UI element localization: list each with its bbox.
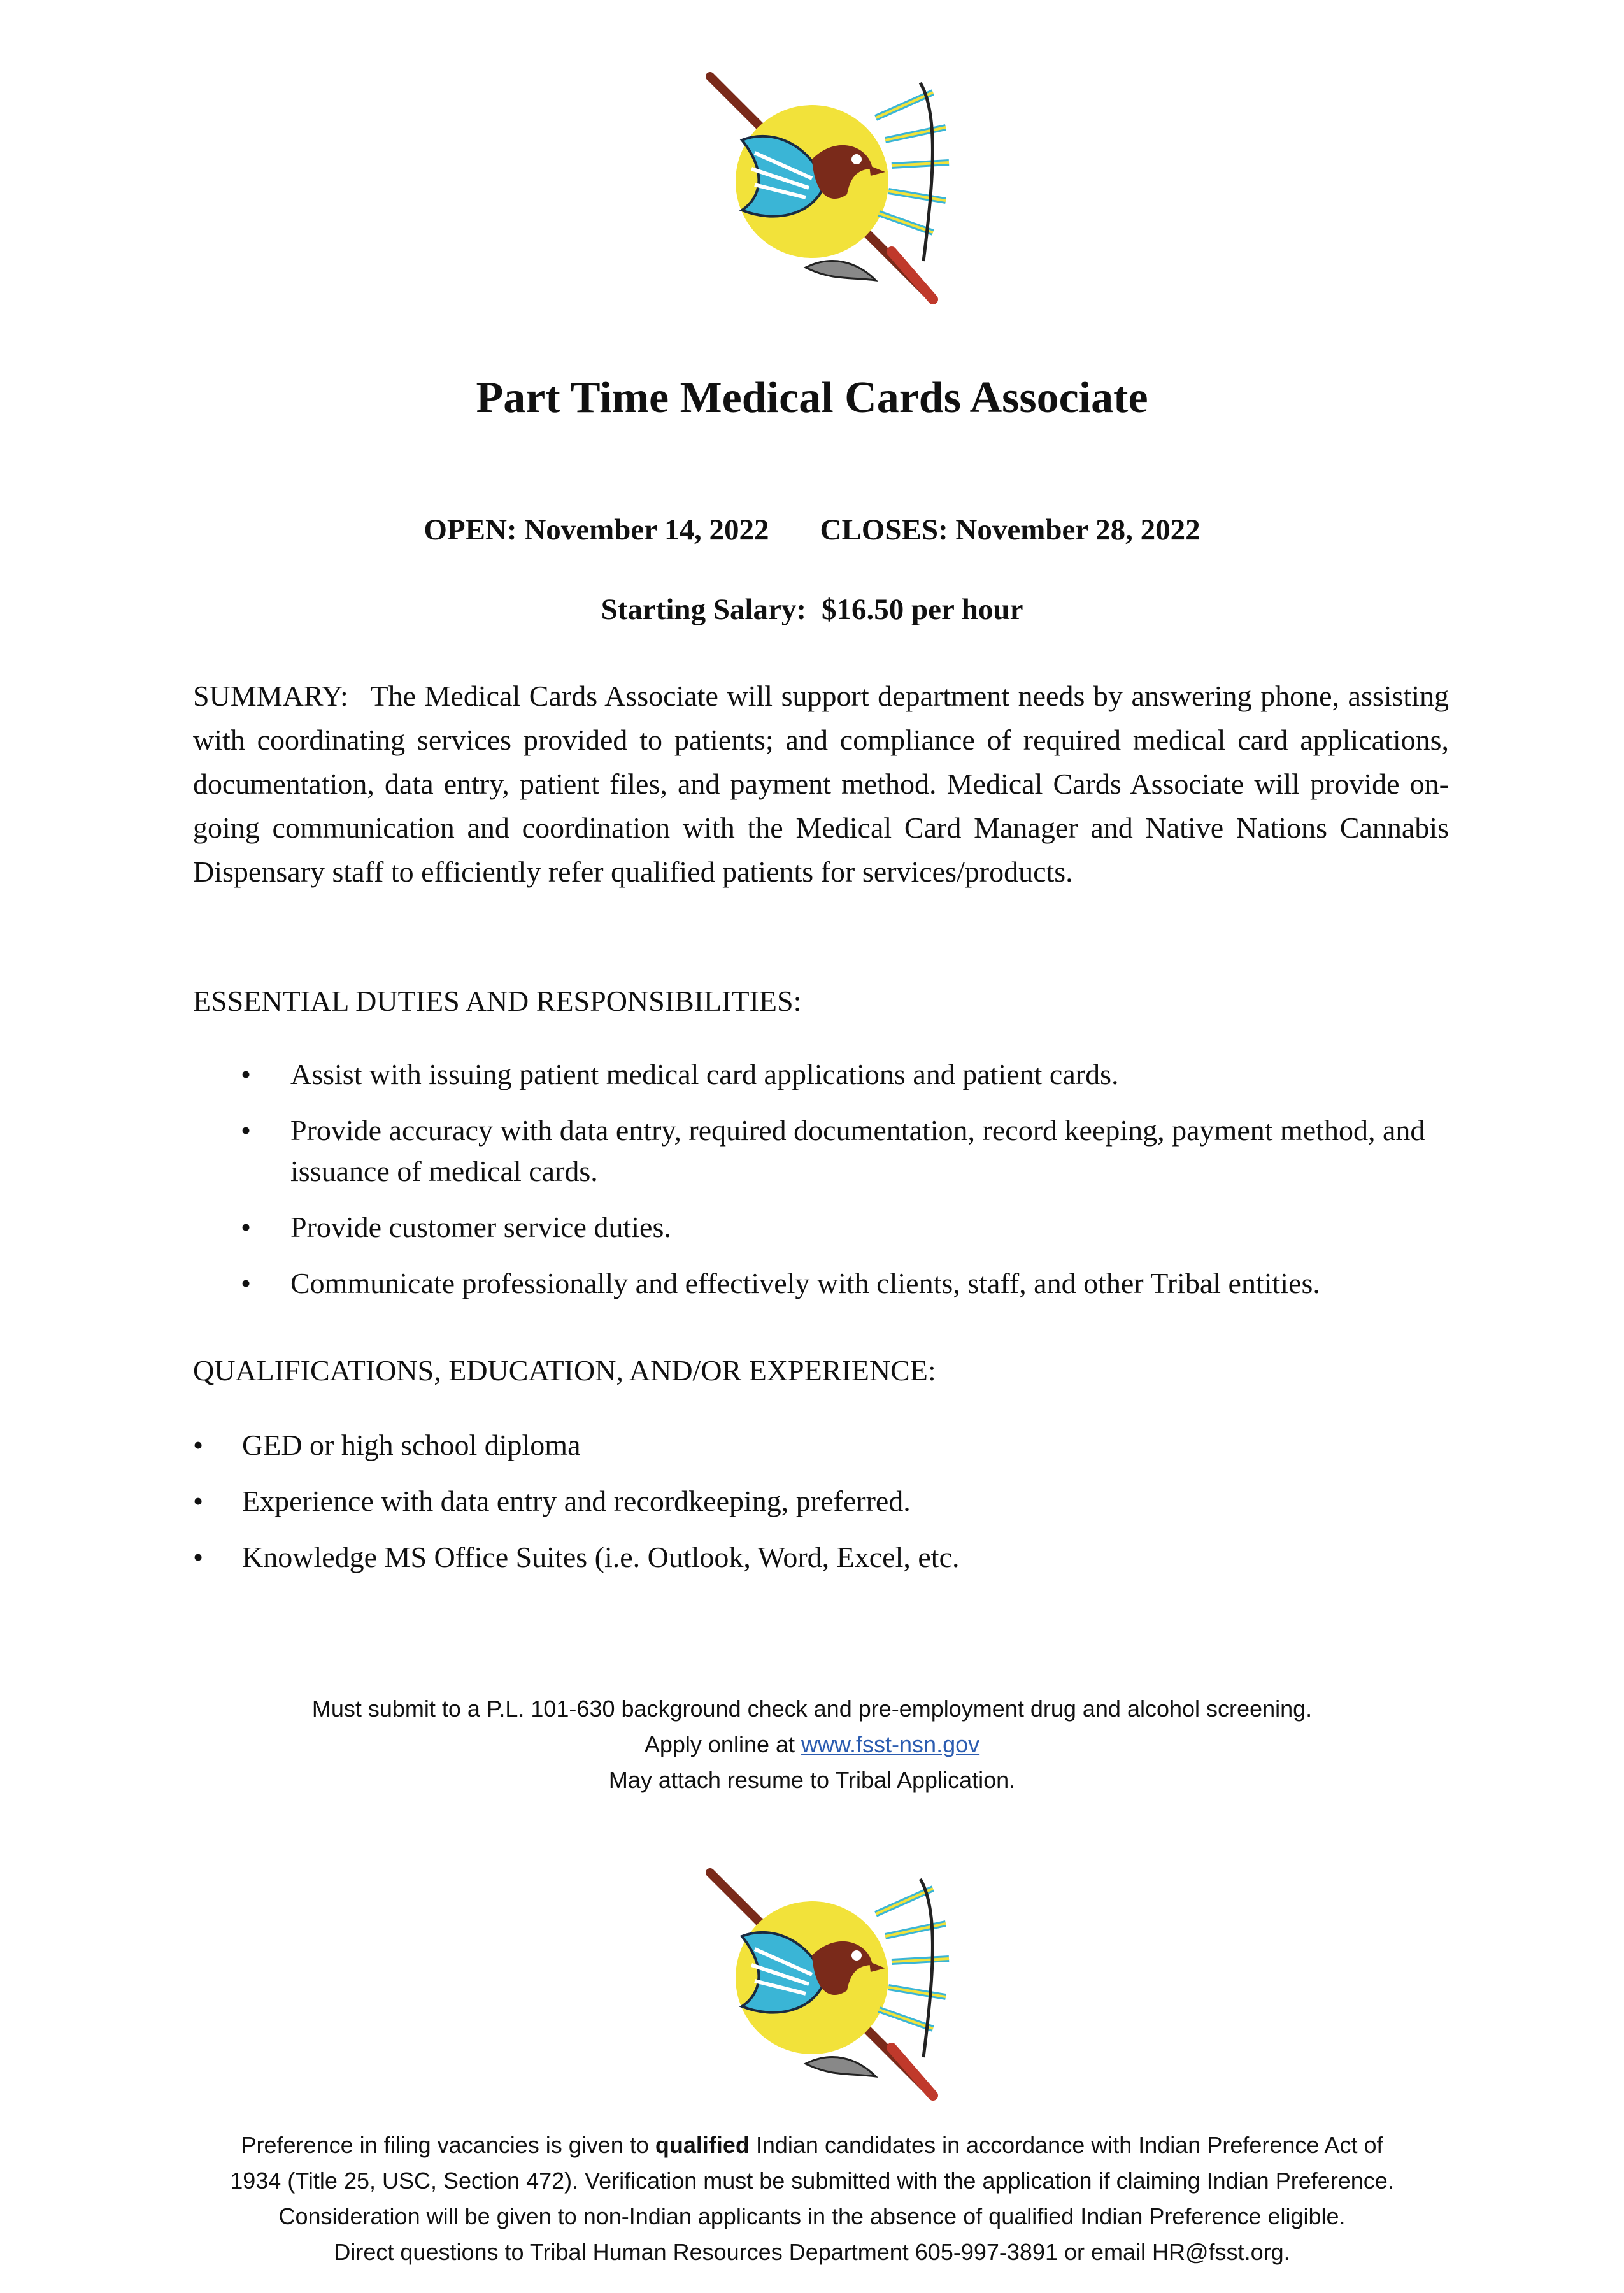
posting-dates bbox=[0, 513, 1624, 547]
bullet-icon: • bbox=[241, 1058, 252, 1090]
tribal-seal-logo-bottom bbox=[666, 1854, 958, 2108]
resume-note: May attach resume to Tribal Application. bbox=[608, 1767, 1016, 1793]
list-item: • Communicate professionally and effectively with clients, staff, and other Tribal entities. bbox=[241, 1263, 1451, 1304]
duties-list bbox=[241, 1054, 1451, 1319]
indian-preference-footer bbox=[0, 2127, 1624, 2270]
bullet-icon: • bbox=[241, 1267, 252, 1299]
tribal-seal-icon bbox=[666, 57, 958, 312]
close-date: CLOSES: November 28, 2022 bbox=[820, 513, 1200, 546]
summary-paragraph bbox=[193, 674, 1449, 894]
tribal-seal-logo-top bbox=[666, 57, 958, 312]
list-item: • Assist with issuing patient medical card applications and patient cards. bbox=[241, 1054, 1451, 1095]
open-date: OPEN: November 14, 2022 bbox=[424, 513, 769, 546]
salary-label: Starting Salary: bbox=[601, 593, 807, 626]
footer-line: Direct questions to Tribal Human Resources Department 605-997-3891 or email HR@fsst.org. bbox=[334, 2239, 1290, 2265]
summary-label: SUMMARY: bbox=[193, 680, 348, 712]
salary-value: $16.50 per hour bbox=[822, 593, 1023, 626]
list-item: • GED or high school diploma bbox=[193, 1425, 1403, 1466]
footer-line: 1934 (Title 25, USC, Section 472). Verification must be submitted with the application if claiming Indian Preference. bbox=[230, 2168, 1394, 2194]
tribal-seal-icon bbox=[666, 1854, 958, 2108]
page-title: Part Time Medical Cards Associate bbox=[476, 373, 1148, 422]
bullet-icon: • bbox=[193, 1429, 204, 1461]
application-notes bbox=[0, 1691, 1624, 1798]
bullet-icon: • bbox=[241, 1211, 252, 1243]
bullet-icon: • bbox=[241, 1114, 252, 1146]
list-item: • Provide accuracy with data entry, required documentation, record keeping, payment method, and issuance of medical cards. bbox=[241, 1110, 1451, 1192]
background-check-note: Must submit to a P.L. 101-630 background check and pre-employment drug and alcohol screening. bbox=[311, 1696, 1313, 1722]
bullet-icon: • bbox=[193, 1541, 204, 1573]
apply-online-line: Apply online at www.fsst-nsn.gov bbox=[644, 1731, 980, 1757]
duties-heading: ESSENTIAL DUTIES AND RESPONSIBILITIES: bbox=[193, 985, 802, 1017]
apply-online-link[interactable]: www.fsst-nsn.gov bbox=[801, 1731, 980, 1757]
qualifications-list bbox=[193, 1425, 1403, 1593]
list-item: • Knowledge MS Office Suites (i.e. Outlook, Word, Excel, etc. bbox=[193, 1537, 1403, 1578]
qualifications-heading: QUALIFICATIONS, EDUCATION, AND/OR EXPERIENCE: bbox=[193, 1354, 936, 1387]
summary-text: The Medical Cards Associate will support department needs by answering phone, assisting with coordinating services provided to patients; and compliance of required medical card applications, documentation, data entry, patient files, and payment method. Medical Cards Associate will provide on-going communication and coordination with the Medical Card Manager and Native Nations Cannabis Dispensary staff to efficiently refer qualified patients for services/products. bbox=[193, 680, 1449, 888]
footer-line: Consideration will be given to non-Indian applicants in the absence of qualified Indian Preference eligible. bbox=[278, 2203, 1346, 2229]
list-item: • Experience with data entry and recordkeeping, preferred. bbox=[193, 1481, 1403, 1522]
starting-salary bbox=[0, 592, 1624, 627]
list-item: • Provide customer service duties. bbox=[241, 1207, 1451, 1248]
bullet-icon: • bbox=[193, 1485, 204, 1517]
footer-line: Preference in filing vacancies is given to qualified Indian candidates in accordance with Indian Preference Act of bbox=[241, 2132, 1383, 2158]
